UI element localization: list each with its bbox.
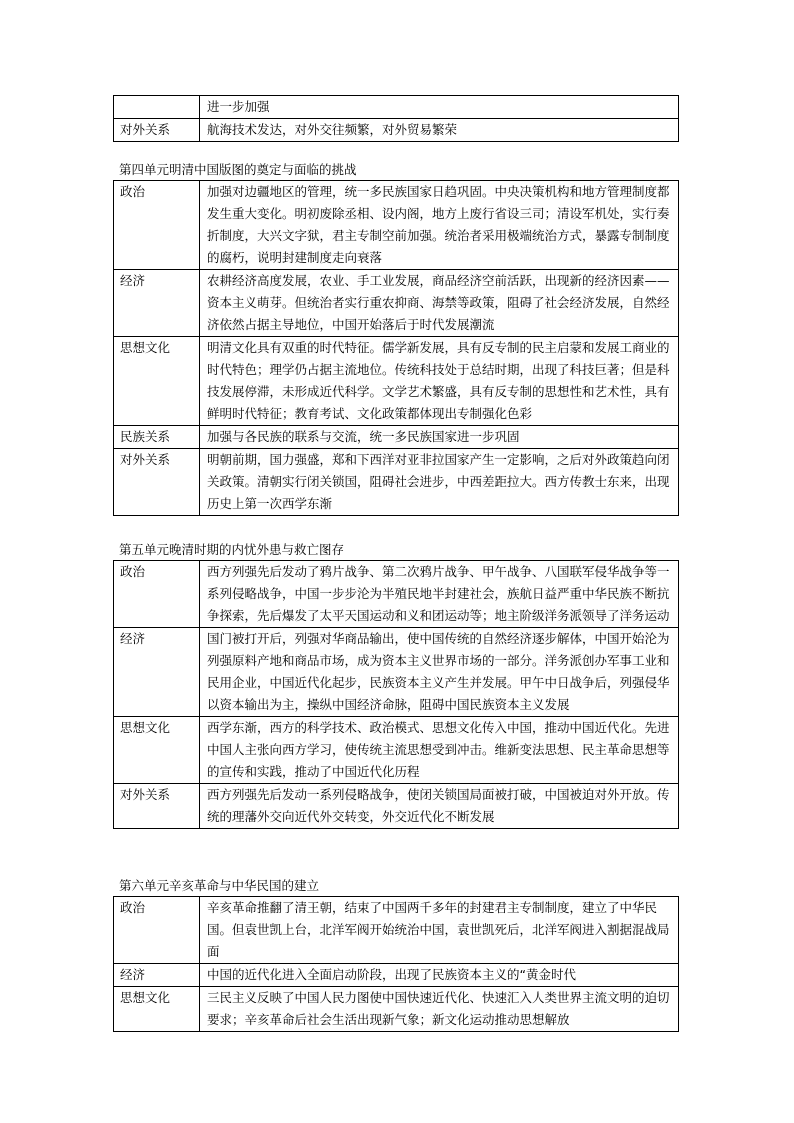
row-content: 明朝前期，国力强盛，郑和下西洋对亚非拉国家产生一定影响，之后对外政策趋向闭关政策。清朝实行闭关锁国，阻碍社会进步，中西差距拉大。西方传教士东来，出现历史上第一次西学东渐 (200, 449, 679, 516)
table-row (114, 561, 679, 628)
table-row (114, 96, 679, 119)
section-title: 第五单元晚清时期的内忧外患与救亡图存 (119, 542, 345, 557)
row-content: 辛亥革命推翻了清王朝，结束了中国两千多年的封建君主专制制度，建立了中华民国。但袁世凯上台，北洋军阀开始统治中国，袁世凯死后，北洋军阀进入割据混战局面 (200, 897, 679, 964)
row-label: 经济 (114, 964, 200, 987)
row-label: 经济 (114, 270, 200, 337)
row-content: 加强与各民族的联系与交流，统一多民族国家进一步巩固 (200, 426, 679, 449)
row-content: 西方列强先后发动了鸦片战争、第二次鸦片战争、甲午战争、八国联军侵华战争等一系列侵略战争，中国一步步沦为半殖民地半封建社会，族航日益严重中华民族不断抗争探索，先后爆发了太平天国运动和义和团运动等；地主阶级洋务派领导了洋务运动 (200, 561, 679, 628)
row-label: 政治 (114, 561, 200, 628)
section-title: 第四单元明清中国版图的奠定与面临的挑战 (119, 162, 357, 177)
table-row (114, 426, 679, 449)
row-label: 思想文化 (114, 337, 200, 426)
section-title: 第六单元辛亥革命与中华民国的建立 (119, 878, 320, 893)
table-row (114, 119, 679, 142)
table-row (114, 181, 679, 270)
unit-4-table (113, 180, 679, 516)
unit-6-table (113, 896, 679, 1032)
row-content: 中国的近代化进入全面启动阶段，出现了民族资本主义的“黄金时代 (200, 964, 679, 987)
table-row (114, 628, 679, 717)
row-label: 政治 (114, 897, 200, 964)
row-label: 对外关系 (114, 119, 200, 142)
row-content: 国门被打开后，列强对华商品输出，使中国传统的自然经济逐步解体，中国开始沦为列强原料产地和商品市场，成为资本主义世界市场的一部分。洋务派创办军事工业和民用企业，中国近代化起步，民族资本主义产生并发展。甲午中日战争后，列强侵华以资本输出为主，操纵中国经济命脉，阻碍中国民族资本主义发展 (200, 628, 679, 717)
row-content: 航海技术发达，对外交往频繁，对外贸易繁荣 (200, 119, 679, 142)
row-label: 政治 (114, 181, 200, 270)
table-row (114, 987, 679, 1032)
row-label: 对外关系 (114, 449, 200, 516)
table-row (114, 449, 679, 516)
row-label: 思想文化 (114, 717, 200, 784)
table-row (114, 717, 679, 784)
row-label: 思想文化 (114, 987, 200, 1032)
table-row (114, 337, 679, 426)
row-content: 西学东渐，西方的科学技术、政治模式、思想文化传入中国，推动中国近代化。先进中国人主张向西方学习，使传统主流思想受到冲击。维新变法思想、民主革命思想等的宣传和实践，推动了中国近代化历程 (200, 717, 679, 784)
table-row (114, 964, 679, 987)
row-content: 进一步加强 (200, 96, 679, 119)
row-content: 明清文化具有双重的时代特征。儒学新发展，具有反专制的民主启蒙和发展工商业的时代特色；理学仍占据主流地位。传统科技处于总结时期，出现了科技巨著；但是科技发展停滞，未形成近代科学。文学艺术繁盛，具有反专制的思想性和艺术性，具有鲜明时代特征；教育考试、文化政策都体现出专制强化色彩 (200, 337, 679, 426)
row-label: 经济 (114, 628, 200, 717)
row-content: 西方列强先后发动一系列侵略战争，使闭关锁国局面被打破，中国被迫对外开放。传统的理藩外交向近代外交转变，外交近代化不断发展 (200, 784, 679, 829)
unit-5-table (113, 560, 679, 829)
row-label: 对外关系 (114, 784, 200, 829)
table-row (114, 897, 679, 964)
row-label: 民族关系 (114, 426, 200, 449)
row-content: 三民主义反映了中国人民力图使中国快速近代化、快速汇入人类世界主流文明的迫切要求；辛亥革命后社会生活出现新气象；新文化运动推动思想解放 (200, 987, 679, 1032)
table-row (114, 784, 679, 829)
continuation-table (113, 95, 679, 142)
row-content: 农耕经济高度发展，农业、手工业发展，商品经济空前活跃，出现新的经济因素——资本主义萌芽。但统治者实行重农抑商、海禁等政策，阻碍了社会经济发展，自然经济依然占据主导地位，中国开始落后于时代发展潮流 (200, 270, 679, 337)
table-row (114, 270, 679, 337)
row-content: 加强对边疆地区的管理，统一多民族国家日趋巩固。中央决策机构和地方管理制度都发生重大变化。明初废除丞相、设内阁，地方上废行省设三司；清设军机处，实行奏折制度，大兴文字狱，君主专制空前加强。统治者采用极端统治方式，暴露专制制度的腐朽，说明封建制度走向衰落 (200, 181, 679, 270)
row-label (114, 96, 200, 119)
